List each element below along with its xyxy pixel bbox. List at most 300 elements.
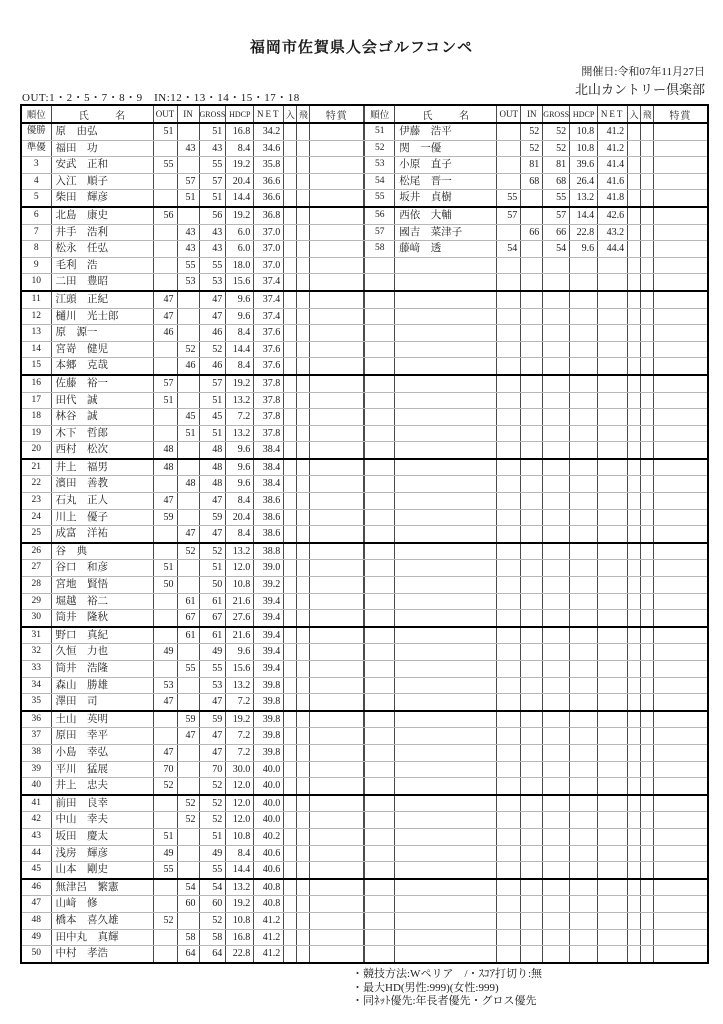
cell-gross xyxy=(543,577,570,594)
cell-hdcp: 19.2 xyxy=(226,375,254,392)
cell-prize xyxy=(654,560,708,577)
cell-rank: 40 xyxy=(21,778,51,795)
cell-gross: 81 xyxy=(543,157,570,174)
cell-net: 40.0 xyxy=(254,812,284,829)
cell-in xyxy=(521,896,543,913)
cell-hdcp xyxy=(570,341,598,358)
cell-fly xyxy=(641,375,654,392)
cell-gross: 60 xyxy=(199,896,226,913)
cell-gross: 48 xyxy=(199,459,226,476)
cell-in xyxy=(521,946,543,963)
cell-fly xyxy=(641,560,654,577)
cell-fly xyxy=(641,123,654,140)
cell-prize xyxy=(310,577,364,594)
cell-gross: 56 xyxy=(199,207,226,224)
cell-rank: 5 xyxy=(21,190,51,207)
cell-enter xyxy=(628,946,641,963)
cell-rank xyxy=(365,493,395,510)
cell-gross: 50 xyxy=(199,577,226,594)
col-header-out: OUT xyxy=(153,105,177,123)
cell-enter xyxy=(628,543,641,560)
cell-gross xyxy=(543,744,570,761)
cell-net: 39.4 xyxy=(254,610,284,627)
cell-prize xyxy=(310,442,364,459)
cell-rank: 25 xyxy=(21,526,51,543)
cell-name: 井上 忠夫 xyxy=(51,778,153,795)
cell-hdcp xyxy=(570,476,598,493)
col-header-enter: 入 xyxy=(628,105,641,123)
cell-out: 47 xyxy=(153,744,177,761)
cell-out: 52 xyxy=(153,778,177,795)
footer-notes xyxy=(352,968,542,1009)
cell-prize xyxy=(654,392,708,409)
cell-in xyxy=(521,392,543,409)
cell-hdcp: 9.6 xyxy=(226,442,254,459)
cell-enter xyxy=(628,711,641,728)
cell-prize xyxy=(310,912,364,929)
cell-in xyxy=(521,879,543,896)
cell-fly xyxy=(297,358,310,375)
cell-rank: 50 xyxy=(21,946,51,963)
cell-gross: 43 xyxy=(199,241,226,258)
cell-net: 38.6 xyxy=(254,509,284,526)
cell-in: 64 xyxy=(177,946,199,963)
cell-net: 40.0 xyxy=(254,778,284,795)
cell-in xyxy=(177,644,199,661)
table-row xyxy=(21,778,364,795)
cell-in: 46 xyxy=(177,358,199,375)
cell-in xyxy=(521,341,543,358)
cell-in xyxy=(177,694,199,711)
cell-net: 37.0 xyxy=(254,224,284,241)
cell-gross: 66 xyxy=(543,224,570,241)
cell-rank: 16 xyxy=(21,375,51,392)
cell-out xyxy=(497,711,521,728)
table-row xyxy=(21,392,364,409)
cell-name: 浅房 輝彦 xyxy=(51,845,153,862)
cell-name: 西依 大輔 xyxy=(395,207,497,224)
note-tie-break: ・同ﾈｯﾄ優先:年長者優先・グロス優先 xyxy=(352,995,537,1007)
cell-fly xyxy=(641,409,654,426)
cell-in: 52 xyxy=(521,123,543,140)
cell-prize xyxy=(310,375,364,392)
cell-rank xyxy=(365,610,395,627)
cell-hdcp: 20.4 xyxy=(226,509,254,526)
cell-enter xyxy=(284,845,297,862)
cell-enter xyxy=(628,845,641,862)
cell-enter xyxy=(284,812,297,829)
cell-in xyxy=(177,207,199,224)
cell-enter xyxy=(284,442,297,459)
cell-name: 佐藤 裕一 xyxy=(51,375,153,392)
cell-fly xyxy=(297,593,310,610)
cell-hdcp: 16.8 xyxy=(226,123,254,140)
cell-out: 55 xyxy=(153,862,177,879)
cell-gross xyxy=(543,812,570,829)
cell-prize xyxy=(654,173,708,190)
cell-prize xyxy=(310,274,364,291)
cell-fly xyxy=(297,677,310,694)
cell-out xyxy=(497,593,521,610)
cell-prize xyxy=(310,677,364,694)
cell-net: 36.6 xyxy=(254,190,284,207)
cell-name xyxy=(395,493,497,510)
cell-in xyxy=(521,425,543,442)
cell-enter xyxy=(284,644,297,661)
table-row xyxy=(21,627,364,644)
cell-name: 田代 誠 xyxy=(51,392,153,409)
table-row xyxy=(21,677,364,694)
cell-out: 51 xyxy=(153,123,177,140)
cell-fly xyxy=(297,493,310,510)
cell-fly xyxy=(297,190,310,207)
cell-rank xyxy=(365,425,395,442)
cell-gross xyxy=(543,409,570,426)
table-row xyxy=(21,409,364,426)
cell-name xyxy=(395,291,497,308)
cell-net: 38.4 xyxy=(254,476,284,493)
col-header-fly: 飛 xyxy=(641,105,654,123)
cell-gross: 52 xyxy=(199,543,226,560)
cell-in: 52 xyxy=(177,795,199,812)
table-row xyxy=(21,744,364,761)
cell-fly xyxy=(297,560,310,577)
cell-net: 41.2 xyxy=(598,123,628,140)
cell-enter xyxy=(628,593,641,610)
cell-prize xyxy=(310,711,364,728)
cell-prize xyxy=(654,744,708,761)
cell-net xyxy=(598,509,628,526)
cell-enter xyxy=(628,140,641,157)
cell-out xyxy=(153,140,177,157)
cell-prize xyxy=(654,308,708,325)
cell-hdcp: 39.6 xyxy=(570,157,598,174)
cell-out xyxy=(497,409,521,426)
cell-prize xyxy=(654,493,708,510)
cell-hdcp xyxy=(570,274,598,291)
right-table xyxy=(364,104,708,964)
cell-hdcp: 6.0 xyxy=(226,224,254,241)
cell-out xyxy=(153,173,177,190)
cell-name xyxy=(395,257,497,274)
cell-prize xyxy=(654,896,708,913)
cell-name xyxy=(395,476,497,493)
cell-enter xyxy=(628,173,641,190)
cell-name xyxy=(395,526,497,543)
cell-prize xyxy=(654,375,708,392)
cell-fly xyxy=(297,661,310,678)
cell-enter xyxy=(628,375,641,392)
table-row xyxy=(21,828,364,845)
cell-rank: 4 xyxy=(21,173,51,190)
cell-rank: 41 xyxy=(21,795,51,812)
cell-fly xyxy=(297,123,310,140)
cell-name: 柴田 輝彦 xyxy=(51,190,153,207)
cell-in xyxy=(521,593,543,610)
cell-in: 57 xyxy=(177,173,199,190)
cell-out xyxy=(497,140,521,157)
cell-fly xyxy=(641,526,654,543)
cell-gross: 43 xyxy=(199,224,226,241)
cell-name: 福田 功 xyxy=(51,140,153,157)
cell-gross: 47 xyxy=(199,728,226,745)
cell-hdcp: 22.8 xyxy=(570,224,598,241)
cell-fly xyxy=(641,207,654,224)
cell-out xyxy=(497,274,521,291)
col-header-name-mei: 名 xyxy=(459,110,470,122)
cell-gross: 68 xyxy=(543,173,570,190)
cell-enter xyxy=(628,661,641,678)
cell-in xyxy=(521,677,543,694)
table-row xyxy=(365,728,708,745)
cell-hdcp xyxy=(570,257,598,274)
cell-hdcp: 19.2 xyxy=(226,157,254,174)
cell-enter xyxy=(284,207,297,224)
cell-in: 43 xyxy=(177,140,199,157)
cell-enter xyxy=(628,728,641,745)
cell-out: 54 xyxy=(497,241,521,258)
cell-in xyxy=(177,308,199,325)
cell-net xyxy=(598,560,628,577)
cell-in xyxy=(177,778,199,795)
cell-prize xyxy=(310,929,364,946)
cell-net: 44.4 xyxy=(598,241,628,258)
cell-out xyxy=(497,812,521,829)
cell-name xyxy=(395,661,497,678)
cell-in: 47 xyxy=(177,526,199,543)
cell-prize xyxy=(310,661,364,678)
cell-name: 樋川 光士郎 xyxy=(51,308,153,325)
table-row xyxy=(365,392,708,409)
cell-fly xyxy=(297,308,310,325)
cell-rank xyxy=(365,644,395,661)
cell-prize xyxy=(654,358,708,375)
cell-out xyxy=(497,912,521,929)
cell-enter xyxy=(628,560,641,577)
cell-out xyxy=(153,341,177,358)
cell-hdcp: 15.6 xyxy=(226,274,254,291)
cell-rank: 32 xyxy=(21,644,51,661)
cell-prize xyxy=(310,593,364,610)
cell-in xyxy=(521,207,543,224)
cell-enter xyxy=(284,308,297,325)
cell-gross xyxy=(543,392,570,409)
cell-net: 41.8 xyxy=(598,190,628,207)
cell-name xyxy=(395,627,497,644)
cell-out xyxy=(153,812,177,829)
cell-net: 43.2 xyxy=(598,224,628,241)
cell-net xyxy=(598,946,628,963)
table-row xyxy=(365,157,708,174)
cell-prize xyxy=(310,392,364,409)
cell-rank: 11 xyxy=(21,291,51,308)
cell-net xyxy=(598,459,628,476)
table-row xyxy=(21,291,364,308)
table-row xyxy=(365,896,708,913)
cell-enter xyxy=(628,257,641,274)
cell-prize xyxy=(654,123,708,140)
cell-net xyxy=(598,929,628,946)
cell-prize xyxy=(654,828,708,845)
cell-net: 42.6 xyxy=(598,207,628,224)
cell-fly xyxy=(641,644,654,661)
cell-out: 48 xyxy=(153,442,177,459)
cell-rank: 18 xyxy=(21,409,51,426)
cell-fly xyxy=(641,627,654,644)
cell-out xyxy=(497,946,521,963)
col-header-enter: 入 xyxy=(284,105,297,123)
cell-name: 木下 哲郎 xyxy=(51,425,153,442)
cell-fly xyxy=(297,157,310,174)
cell-prize xyxy=(310,341,364,358)
cell-gross: 51 xyxy=(199,425,226,442)
cell-name xyxy=(395,828,497,845)
cell-fly xyxy=(297,375,310,392)
cell-net xyxy=(598,694,628,711)
cell-out: 57 xyxy=(497,207,521,224)
cell-gross: 55 xyxy=(199,157,226,174)
cell-out xyxy=(497,694,521,711)
cell-in xyxy=(521,728,543,745)
cell-name xyxy=(395,325,497,342)
cell-enter xyxy=(284,577,297,594)
cell-rank: 13 xyxy=(21,325,51,342)
cell-in xyxy=(177,845,199,862)
cell-prize xyxy=(654,610,708,627)
cell-enter xyxy=(628,526,641,543)
table-row xyxy=(21,425,364,442)
cell-gross xyxy=(543,929,570,946)
cell-name xyxy=(395,459,497,476)
cell-hdcp: 13.2 xyxy=(226,425,254,442)
cell-gross xyxy=(543,325,570,342)
cell-gross xyxy=(543,560,570,577)
cell-rank xyxy=(365,661,395,678)
cell-out xyxy=(153,358,177,375)
cell-name: 原田 幸平 xyxy=(51,728,153,745)
cell-in xyxy=(177,577,199,594)
table-row xyxy=(21,509,364,526)
cell-out xyxy=(497,157,521,174)
cell-enter xyxy=(628,358,641,375)
table-row xyxy=(21,526,364,543)
cell-net: 37.6 xyxy=(254,341,284,358)
cell-name: 山﨑 修 xyxy=(51,896,153,913)
cell-gross: 47 xyxy=(199,526,226,543)
cell-enter xyxy=(628,274,641,291)
cell-hdcp: 9.6 xyxy=(226,459,254,476)
cell-out xyxy=(497,509,521,526)
table-row xyxy=(21,325,364,342)
cell-net: 41.4 xyxy=(598,157,628,174)
cell-name: 井上 福男 xyxy=(51,459,153,476)
cell-name: 森山 勝雄 xyxy=(51,677,153,694)
cell-fly xyxy=(641,610,654,627)
cell-name: 橋本 喜久雄 xyxy=(51,912,153,929)
cell-name xyxy=(395,593,497,610)
cell-in xyxy=(177,509,199,526)
cell-out: 70 xyxy=(153,761,177,778)
table-row xyxy=(21,173,364,190)
cell-fly xyxy=(641,459,654,476)
cell-enter xyxy=(628,157,641,174)
table-row xyxy=(21,795,364,812)
cell-name xyxy=(395,946,497,963)
cell-net xyxy=(598,526,628,543)
cell-hdcp: 10.8 xyxy=(570,140,598,157)
cell-enter xyxy=(284,476,297,493)
cell-fly xyxy=(641,946,654,963)
cell-net: 35.8 xyxy=(254,157,284,174)
cell-rank xyxy=(365,862,395,879)
cell-hdcp: 9.6 xyxy=(570,241,598,258)
cell-prize xyxy=(654,946,708,963)
cell-rank: 35 xyxy=(21,694,51,711)
cell-enter xyxy=(284,593,297,610)
cell-name xyxy=(395,812,497,829)
table-row xyxy=(21,476,364,493)
cell-gross: 57 xyxy=(199,173,226,190)
cell-rank xyxy=(365,896,395,913)
cell-out xyxy=(497,442,521,459)
cell-fly xyxy=(641,157,654,174)
cell-gross: 51 xyxy=(199,190,226,207)
table-row xyxy=(365,526,708,543)
cell-rank: 51 xyxy=(365,123,395,140)
table-row xyxy=(365,661,708,678)
cell-rank xyxy=(365,744,395,761)
cell-prize xyxy=(654,627,708,644)
cell-hdcp xyxy=(570,778,598,795)
cell-net: 39.8 xyxy=(254,744,284,761)
cell-net xyxy=(598,845,628,862)
cell-out xyxy=(153,224,177,241)
table-row xyxy=(365,274,708,291)
table-row xyxy=(21,593,364,610)
cell-enter xyxy=(284,929,297,946)
cell-rank xyxy=(365,795,395,812)
cell-hdcp: 6.0 xyxy=(226,241,254,258)
cell-out xyxy=(153,711,177,728)
cell-gross: 47 xyxy=(199,291,226,308)
cell-name xyxy=(395,744,497,761)
cell-out xyxy=(497,325,521,342)
cell-gross xyxy=(543,795,570,812)
cell-prize xyxy=(654,140,708,157)
cell-prize xyxy=(654,509,708,526)
cell-gross xyxy=(543,459,570,476)
cell-in xyxy=(521,795,543,812)
cell-prize xyxy=(310,291,364,308)
cell-hdcp xyxy=(570,896,598,913)
cell-net: 37.4 xyxy=(254,308,284,325)
cell-gross xyxy=(543,879,570,896)
cell-out xyxy=(153,190,177,207)
cell-net: 39.4 xyxy=(254,593,284,610)
cell-in xyxy=(521,257,543,274)
cell-name: 井手 浩利 xyxy=(51,224,153,241)
cell-net xyxy=(598,728,628,745)
table-row xyxy=(365,291,708,308)
cell-name xyxy=(395,425,497,442)
cell-in xyxy=(521,325,543,342)
cell-in: 53 xyxy=(177,274,199,291)
cell-hdcp xyxy=(570,711,598,728)
cell-in xyxy=(177,828,199,845)
cell-name: 江頭 正紀 xyxy=(51,291,153,308)
header-row xyxy=(365,105,708,123)
cell-name: 関 一優 xyxy=(395,140,497,157)
